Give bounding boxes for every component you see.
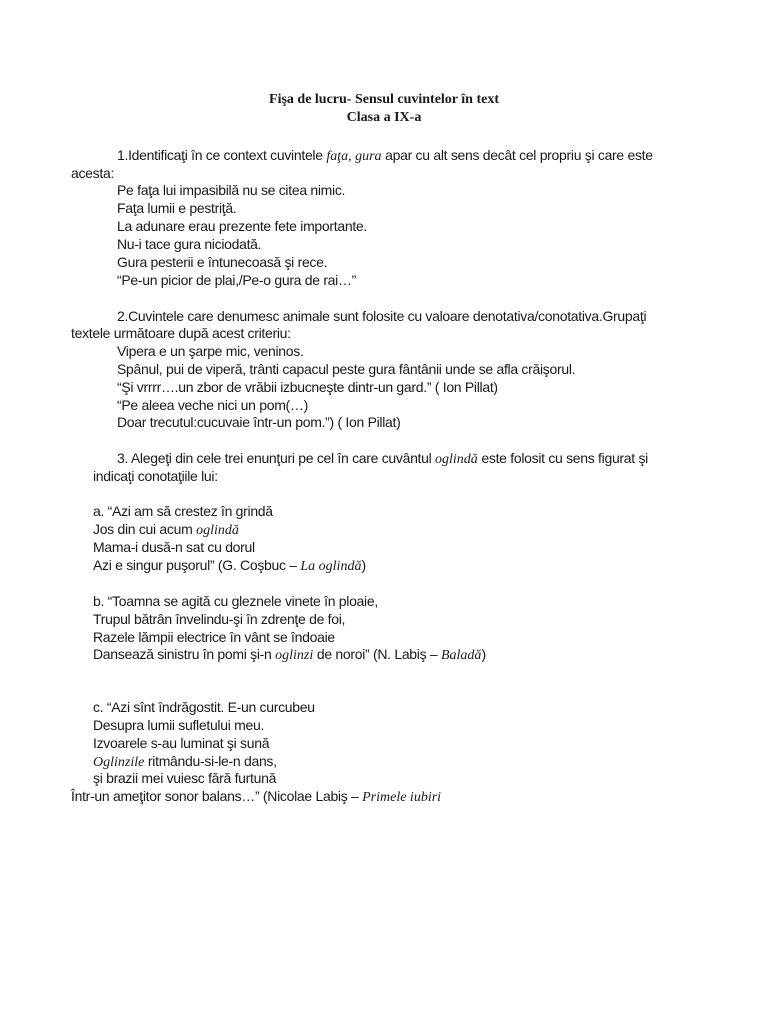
ex1-line: Faţa lumii e pestriţă. bbox=[117, 200, 237, 216]
poem-c-italic: Oglinzile bbox=[93, 755, 145, 770]
ex1-line: Nu-i tace gura niciodată. bbox=[117, 236, 262, 252]
poem-b-line: Razele lămpii electrice în vânt se îndoaie bbox=[93, 629, 335, 645]
ex1-intro-text-2: apar cu alt sens decât cel propriu şi care este bbox=[381, 147, 653, 163]
ex3-intro-text: 3. Alegeţi din cele trei enunţuri pe cel în care cuvântul bbox=[117, 450, 436, 466]
poem-a-line bbox=[93, 520, 239, 540]
poem-c-line: Desupra lumii sufletului meu. bbox=[93, 717, 265, 733]
ex1-intro-text: 1.Identificaţi în ce context cuvintele bbox=[117, 147, 327, 163]
poem-a-line bbox=[93, 556, 366, 576]
ex1-intro bbox=[117, 146, 653, 166]
poem-a-line: Mama-i dusă-n sat cu dorul bbox=[93, 539, 255, 555]
poem-c-line: şi brazii mei vuiesc fără furtună bbox=[93, 770, 277, 786]
poem-c-text: ritmându-si-le-n dans, bbox=[144, 753, 277, 769]
page-subtitle: Clasa a IX-a bbox=[346, 110, 422, 125]
poem-b-text-end: ) bbox=[481, 646, 486, 662]
ex1-line: Pe faţa lui impasibilă nu se citea nimic. bbox=[117, 182, 346, 198]
poem-a-italic: oglindă bbox=[196, 523, 239, 538]
poem-c-line bbox=[71, 787, 441, 807]
ex3-intro-text-2: este folosit cu sens figurat şi bbox=[477, 450, 648, 466]
ex2-line: Doar trecutul:cucuvaie într-un pom.”) ( Ion Pillat) bbox=[117, 414, 401, 430]
ex1-intro-cont: acesta: bbox=[71, 165, 115, 181]
ex3-intro-cont: indicaţi conotaţiile lui: bbox=[93, 468, 218, 484]
ex2-line: Spânul, pui de viperă, trânti capacul peste gura fântânii unde se afla crăişorul. bbox=[117, 361, 576, 377]
ex1-line: “Pe-un picior de plai,/Pe-o gura de rai…” bbox=[117, 272, 357, 288]
poem-c-source-title: Primele iubiri bbox=[362, 790, 442, 805]
poem-c-text: Într-un ameţitor sonor balans…” (Nicolae Labiş – bbox=[71, 788, 363, 804]
poem-b-line: b. “Toamna se agită cu gleznele vinete în ploaie, bbox=[93, 593, 378, 609]
page-title: Fişa de lucru- Sensul cuvintelor în text bbox=[269, 92, 499, 107]
ex2-line: “Pe aleea veche nici un pom(…) bbox=[117, 397, 308, 413]
poem-b-source-title: Baladă bbox=[440, 648, 482, 663]
ex1-line: La adunare erau prezente fete importante. bbox=[117, 218, 367, 234]
poem-b-text-2: de noroi” (N. Labiş – bbox=[313, 646, 441, 662]
poem-b-text: Dansează sinistru în pomi şi-n bbox=[93, 646, 276, 662]
ex2-intro: 2.Cuvintele care denumesc animale sunt folosite cu valoare denotativa/conotativa.Grupaţi bbox=[117, 308, 647, 324]
poem-c-line: c. “Azi sînt îndrăgostit. E-un curcubeu bbox=[93, 699, 315, 715]
ex1-line: Gura pesterii e întunecoasă şi rece. bbox=[117, 254, 328, 270]
ex2-intro-cont: textele următoare după acest criteriu: bbox=[71, 325, 291, 341]
poem-c-line: Izvoarele s-au luminat şi sună bbox=[93, 735, 270, 751]
ex1-intro-words: faţa, gura bbox=[326, 149, 382, 164]
poem-b-italic: oglinzi bbox=[275, 648, 314, 663]
poem-b-line: Trupul bătrân învelindu-şi în zdrenţe de foi, bbox=[93, 611, 346, 627]
ex3-intro bbox=[117, 449, 648, 469]
poem-a-text-end: ) bbox=[361, 557, 366, 573]
ex3-intro-word: oglindă bbox=[435, 452, 478, 467]
ex2-line: Vipera e un şarpe mic, veninos. bbox=[117, 343, 304, 359]
poem-b-line bbox=[93, 645, 486, 665]
poem-a-line: a. “Azi am să crestez în grindă bbox=[93, 503, 273, 519]
poem-a-text: Azi e singur puşorul” (G. Coşbuc – bbox=[93, 557, 301, 573]
ex2-line: “Şi vrrrr….un zbor de vrăbii izbucneşte dintr-un gard.” ( Ion Pillat) bbox=[117, 379, 498, 395]
poem-a-text: Jos din cui acum bbox=[93, 521, 197, 537]
poem-a-source-title: La oglindă bbox=[300, 559, 362, 574]
